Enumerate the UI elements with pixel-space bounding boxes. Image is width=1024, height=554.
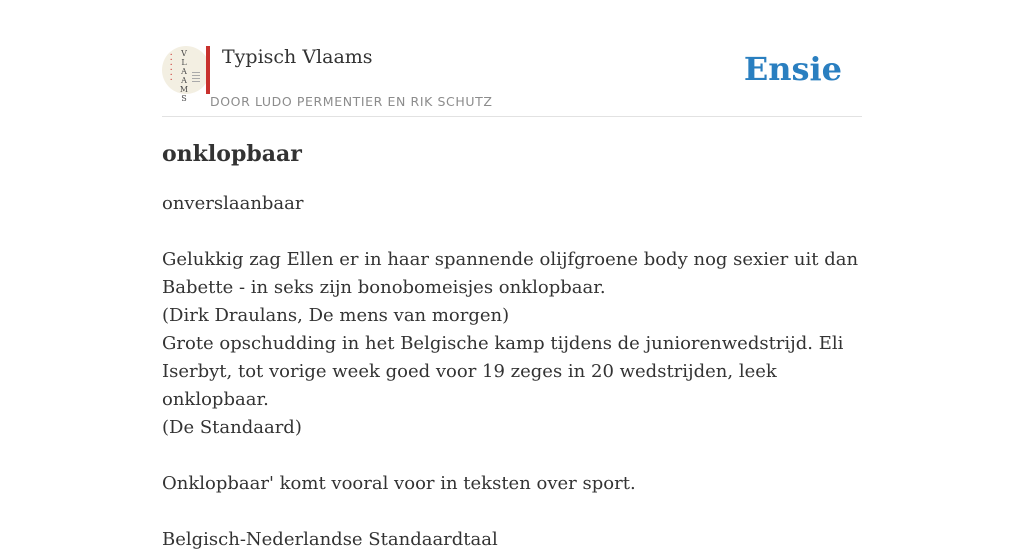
logo-red-stripe xyxy=(206,46,210,94)
ensie-brand-link[interactable]: Ensie xyxy=(743,50,842,88)
site-title[interactable]: Typisch Vlaams xyxy=(222,46,373,68)
site-subtitle: DOOR LUDO PERMENTIER EN RIK SCHUTZ xyxy=(210,94,493,109)
entry-label: Belgisch-Nederlandse Standaardtaal xyxy=(162,529,498,550)
entry-word: onklopbaar xyxy=(162,141,302,167)
entry-note: Onklopbaar' komt vooral voor in teksten over sport. xyxy=(162,473,636,494)
entry-source-1: (Dirk Draulans, De mens van morgen) xyxy=(162,305,510,326)
entry-source-2: (De Standaard) xyxy=(162,417,302,438)
entry-content xyxy=(162,138,862,554)
entry-definition: onverslaanbaar xyxy=(162,193,304,214)
spacer xyxy=(162,442,862,470)
logo-letters: V L A A M S xyxy=(179,49,189,103)
site-header xyxy=(162,44,862,117)
entry-example-2: Grote opschudding in het Belgische kamp tijdens de juniorenwedstrijd. Eli Iserbyt, tot vorige week goed voor 19 zeges in 20 wedstrijden, leek onklopbaar. xyxy=(162,333,844,410)
entry-example-1: Gelukkig zag Ellen er in haar spannende olijfgroene body nog sexier uit dan Babette - in seks zijn bonobomeisjes onklopbaar. xyxy=(162,249,859,298)
logo-red-letters: • • • • • • xyxy=(170,52,173,82)
spacer xyxy=(162,218,862,246)
entry-body xyxy=(162,190,862,554)
typisch-vlaams-logo[interactable] xyxy=(162,46,210,103)
spacer xyxy=(162,498,862,526)
logo-text-lines xyxy=(192,72,200,82)
